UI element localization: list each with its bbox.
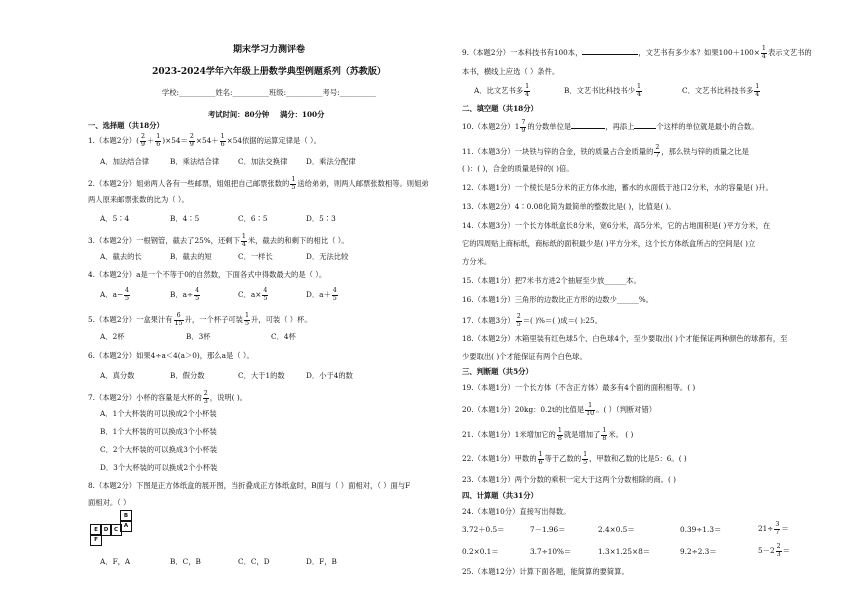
q3-option-d[interactable]: D．无法比较 [306, 252, 349, 261]
calc-item: 1.3×1.25×8＝ [598, 547, 651, 556]
q9-option-b[interactable]: B．文艺书比科技书少 $\frac{1}{4}$ [564, 83, 642, 98]
calc-item: 2.4×0.5＝ [598, 525, 635, 534]
q8-option-d[interactable]: D．F，B [306, 557, 337, 566]
question-21: 21.（本题1分）1米增加它的 $\frac{1}{8}$ 就是增加了 $\frac{1}{8}$ 米。 ( ) [462, 427, 634, 442]
question-3: 3.（本题2分）一根钢管，截去了25%，还剩下 $\frac{1}{4}$ 米，截去的和剩下的相比（ ）。 [88, 233, 349, 248]
q4-option-d[interactable]: D．a＋ $\frac{4}{5}$ [306, 287, 337, 302]
q1-option-b[interactable]: B．乘法结合律 [170, 157, 220, 166]
q4-option-c[interactable]: C．a× $\frac{4}{5}$ [238, 287, 268, 302]
q5-option-b[interactable]: B．3杯 [186, 332, 211, 341]
question-8-cont: 面相对。（ ） [88, 498, 131, 507]
q3-option-a[interactable]: A．截去的长 [100, 252, 142, 261]
question-13: 13.（本题2分）4∶0.08化简为最简单的整数比是( )，比值是( )。 [462, 202, 676, 211]
cube-net-figure [90, 510, 150, 550]
fraction: $\frac{2}{9}$ [140, 133, 145, 148]
question-2: 2.（本题2分）姐弟两人各有一些邮票，姐姐把自己邮票张数的 $\frac{1}{5}$ 送给弟弟，则两人邮票张数相等。则姐弟 [88, 176, 429, 191]
question-8: 8.（本题2分）下图是正方体纸盒的展开图，当折叠成正方体纸盒时，B面与（ ）面相对，（ ）面与F [88, 481, 411, 490]
q4-option-b[interactable]: B．a÷ $\frac{4}{5}$ [170, 287, 200, 302]
section-calc-title: 四、计算题（共31分） [462, 491, 538, 500]
q8-option-a[interactable]: A．F，A [100, 557, 131, 566]
net-face-f: F [90, 534, 102, 546]
question-24: 24.（本题10分）直接写出得数。 [462, 507, 571, 516]
question-2-cont: 两人原来邮票张数的比为（ ）。 [88, 195, 189, 204]
q2-option-d[interactable]: D．5∶3 [306, 214, 336, 223]
question-18: 18.（本题2分）木箱里装有红色球5个、白色球4个，至少要取出( )个才能保证两种颜色的球都有，至 [462, 334, 788, 343]
question-9: 9.（本题2分）一本科技书有100本， ，文艺书有多少本？如果100＋100× $\frac{1}{4}$ 表示文艺书的 [462, 45, 812, 60]
q7-option-d[interactable]: D．3个大杯装的可以换成2个小杯装 [100, 463, 218, 472]
question-14: 14.（本题3分）一个长方体纸盒长8分米，宽6分米，高5分米，它的占地面积是( )平方分米，在 [462, 221, 771, 230]
question-9-cont: 本书，横线上应选（ ）条件。 [462, 67, 560, 76]
net-face-c: C [110, 524, 122, 536]
q4-option-a[interactable]: A．a− $\frac{4}{5}$ [100, 287, 130, 302]
question-15: 15.（本题1分）把7米书方进2个抽屉至少放______本。 [462, 276, 641, 285]
net-face-b: B [120, 510, 132, 522]
calc-item: 3.72＋0.5＝ [462, 525, 505, 534]
net-face-e: E [90, 524, 102, 536]
calc-item: 3.7÷10%＝ [530, 547, 572, 556]
fraction: $\frac{2}{9}$ [189, 133, 194, 148]
exam-time: 考试时间：80分钟 [208, 110, 270, 119]
q9-option-c[interactable]: C．文艺书比科技书多 $\frac{1}{4}$ [682, 83, 760, 98]
question-7: 7.（本题2分）小杯的容量是大杯的 $\frac{2}{3}$ ，说明( )。 [88, 390, 247, 405]
q8-option-b[interactable]: B．C，B [170, 557, 201, 566]
question-22: 22.（本题1分）甲数的 $\frac{1}{6}$ 等于乙数的 $\frac{1}{5}$ ，甲数和乙数的比是5：6。( ) [462, 451, 687, 466]
question-25: 25.（本题12分）计算下面各题，能简算的要简算。 [462, 567, 629, 576]
q7-option-a[interactable]: A．1个大杯装的可以换成2个小杯装 [100, 409, 217, 418]
q5-option-a[interactable]: A．2杯 [100, 332, 125, 341]
section-choice-title: 一、选择题（共18分） [88, 121, 164, 130]
q2-option-c[interactable]: C．6∶5 [238, 214, 268, 223]
section-fill-title: 二、填空题（共18分） [462, 104, 538, 113]
q2-option-b[interactable]: B．4∶5 [170, 214, 200, 223]
q6-option-d[interactable]: D．小于4的数 [306, 371, 353, 380]
q8-option-c[interactable]: C．C，D [238, 557, 270, 566]
question-10: 10.（本题2分）1 $\frac{7}{9}$ 的分数单位是 ，再添上 个这样的单位就是最小的合数。 [462, 119, 759, 134]
question-11-cont: ( )：( )，合金的质量是锌的( )倍。 [462, 164, 574, 173]
net-face-a: A [120, 520, 132, 532]
calc-item: 21÷ $\frac{3}{7}$ ＝ [758, 521, 789, 536]
calc-item: 5－2 $\frac{2}{3}$ ＝ [758, 543, 790, 558]
exam-subtitle: 2023-2024学年六年级上册数学典型例题系列（苏教版） [152, 67, 386, 77]
q9-option-a[interactable]: A．比文艺书多 $\frac{1}{4}$ [474, 83, 530, 98]
calc-item: 0.39÷1.3＝ [680, 525, 722, 534]
calc-item: 0.2×0.1＝ [462, 547, 499, 556]
section-judge-title: 三、判断题（共5分） [462, 367, 533, 376]
q1-option-d[interactable]: D．乘法分配律 [306, 157, 356, 166]
question-1: 1.（本题2分）( $\frac{2}{9}$ ＋ $\frac{1}{6}$ )×54＝ $\frac{2}{9}$ ×54＋ $\frac{1}{6}$ ×54依据的运算定律是（ ）。 [88, 133, 321, 148]
question-14-end: 方分米。 [462, 257, 492, 266]
question-23: 23.（本题1分）两个分数的乘积一定大于这两个分数相除的商。( ) [462, 475, 676, 484]
net-face-d: D [100, 524, 112, 536]
question-17: 17.（本题3分） $\frac{2}{5}$ ＝( )%＝( )成＝( ):25。 [462, 313, 602, 328]
exam-title: 期末学习力测评卷 [232, 45, 305, 55]
question-11: 11.（本题3分）一块铁与锌的合金，铁的质量占合金质量的 $\frac{2}{7}$ ，那么铁与锌的质量之比是 [462, 144, 749, 159]
exam-score: 满分：100分 [280, 110, 325, 119]
q1-option-a[interactable]: A．加法结合律 [100, 157, 150, 166]
question-19: 19.（本题1分）一个长方体（不含正方体）最多有4个面的面积相等。( ) [462, 383, 696, 392]
fraction: $\frac{1}{6}$ [156, 133, 161, 148]
question-4: 4.（本题2分）a是一个不等于0的自然数，下面各式中得数最大的是（ ）。 [88, 270, 327, 279]
calc-item: 9.2÷2.3＝ [680, 547, 717, 556]
q6-option-a[interactable]: A．真分数 [100, 371, 135, 380]
q5-option-c[interactable]: C．4杯 [271, 332, 296, 341]
q6-option-c[interactable]: C．大于1的数 [238, 371, 285, 380]
q7-option-b[interactable]: B．1个大杯装的可以换成3个小杯装 [100, 427, 217, 436]
question-14-cont: 它的四周贴上商标纸，商标纸的面积最少是( )平方分米，这个长方体纸盒所占的空间是( )立 [462, 239, 756, 248]
q2-option-a[interactable]: A．5∶4 [100, 214, 130, 223]
question-20: 20.（本题1分）20kg：0.2t的比值是 $\frac{1}{10}$ 。( ）（判断对错） [462, 402, 657, 417]
q6-option-b[interactable]: B．假分数 [170, 371, 205, 380]
question-6: 6.（本题2分）如果4÷a＜4(a＞0)，那么a是（ ）。 [88, 351, 254, 360]
question-12: 12.（本题1分）一个棱长是5分米的正方体水池，蓄水的水面低于池口2分米，水的容量是( )升。 [462, 183, 773, 192]
fraction: $\frac{1}{5}$ [291, 176, 296, 191]
calc-item: 7－1.96＝ [530, 525, 566, 534]
question-5: 5.（本题2分）一盒果汁有 $\frac{6}{15}$ 升，一个杯子可装 $\frac{1}{5}$ 升，可装（ ）杯。 [88, 312, 312, 327]
q3-option-b[interactable]: B．截去的短 [170, 252, 212, 261]
q3-option-c[interactable]: C．一样长 [238, 252, 273, 261]
q7-option-c[interactable]: C．2个大杯装的可以换成3个小杯装 [100, 445, 218, 454]
fraction: $\frac{1}{4}$ [241, 233, 246, 248]
student-info-line: 学校:__________姓名:__________班级:__________考号:__________ [161, 88, 377, 97]
fraction: $\frac{1}{6}$ [220, 133, 225, 148]
question-16: 16.（本题1分）三角形的边数比正方形的边数少______%。 [462, 295, 654, 304]
q1-option-c[interactable]: C．加法交换律 [238, 157, 288, 166]
question-18-cont: 少要取出( )个才能保证有两个白色球。 [462, 352, 587, 361]
